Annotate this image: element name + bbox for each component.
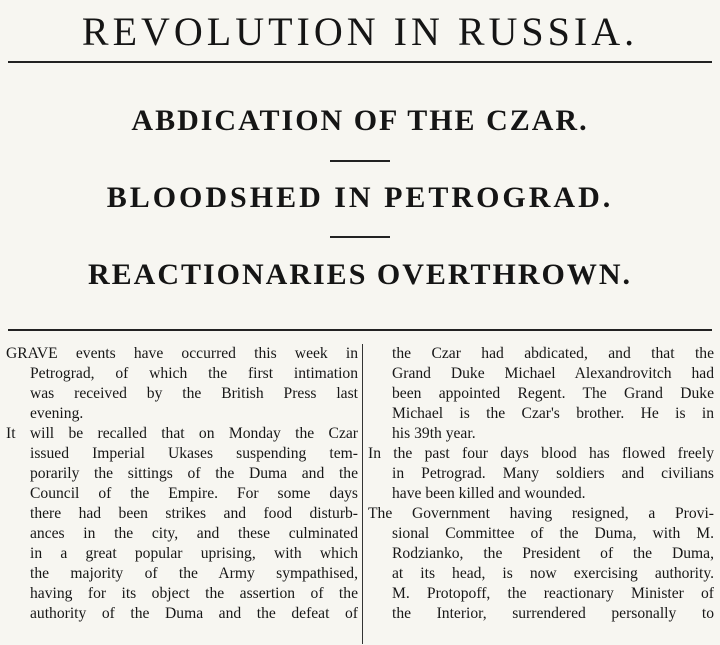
column-line: Grand Duke Michael Alexandrovitch had (392, 365, 714, 382)
paragraph-2 (6, 424, 358, 624)
paragraph-3 (368, 344, 714, 444)
column-line: there had been strikes and food disturb- (30, 505, 358, 522)
subheadline-bloodshed: BLOODSHED IN PETROGRAD. (106, 181, 614, 214)
column-line: at its head, is now exercising authority. (392, 565, 714, 582)
column-line: in Petrograd. Many soldiers and civilians (392, 465, 714, 482)
column-line: have been killed and wounded. (392, 485, 586, 502)
body-top-rule (8, 329, 712, 331)
left-column (6, 344, 358, 624)
column-line: Council of the Empire. For some days (30, 485, 358, 502)
column-line: The Government having resigned, a Provi- (368, 505, 714, 522)
column-line: evening. (30, 405, 84, 422)
short-divider-1 (330, 160, 390, 162)
column-line: the majority of the Army sympathised, (30, 565, 358, 582)
column-line: M. Protopoff, the reactionary Minister of (392, 585, 714, 602)
column-line: porarily the sittings of the Duma and the (30, 465, 358, 482)
paragraph-1 (6, 344, 358, 424)
column-line: Rodzianko, the President of the Duma, (392, 545, 714, 562)
subheadline-abdication: ABDICATION OF THE CZAR. (131, 104, 589, 137)
column-line: having for its object the assertion of the (30, 585, 358, 602)
column-line: issued Imperial Ukases suspending tem- (30, 445, 358, 462)
headline-rule (8, 61, 712, 63)
short-divider-2 (330, 236, 390, 238)
right-column (368, 344, 714, 624)
main-headline: REVOLUTION IN RUSSIA. (81, 9, 639, 54)
column-line: was received by the British Press last (30, 385, 358, 402)
column-divider (362, 344, 363, 644)
column-line: his 39th year. (392, 425, 476, 442)
column-line: In the past four days blood has flowed freely (368, 445, 714, 462)
column-line: Petrograd, of which the first intimation (30, 365, 358, 382)
column-line: Michael is the Czar's brother. He is in (392, 405, 714, 422)
subheadline-reactionaries: REACTIONARIES OVERTHROWN. (87, 258, 633, 291)
paragraph-5 (368, 504, 714, 624)
column-line: It will be recalled that on Monday the Czar (6, 425, 358, 442)
column-line: the Czar had abdicated, and that the (392, 345, 714, 362)
column-line: ances in the city, and these culminated (30, 525, 358, 542)
column-line: in a great popular uprising, with which (30, 545, 358, 562)
column-line: sional Committee of the Duma, with M. (392, 525, 714, 542)
column-line: authority of the Duma and the defeat of (30, 605, 358, 622)
paragraph-4 (368, 444, 714, 504)
column-line: GRAVE events have occurred this week in (6, 345, 358, 362)
column-line: the Interior, surrendered personally to (392, 605, 714, 622)
column-line: been appointed Regent. The Grand Duke (392, 385, 714, 402)
